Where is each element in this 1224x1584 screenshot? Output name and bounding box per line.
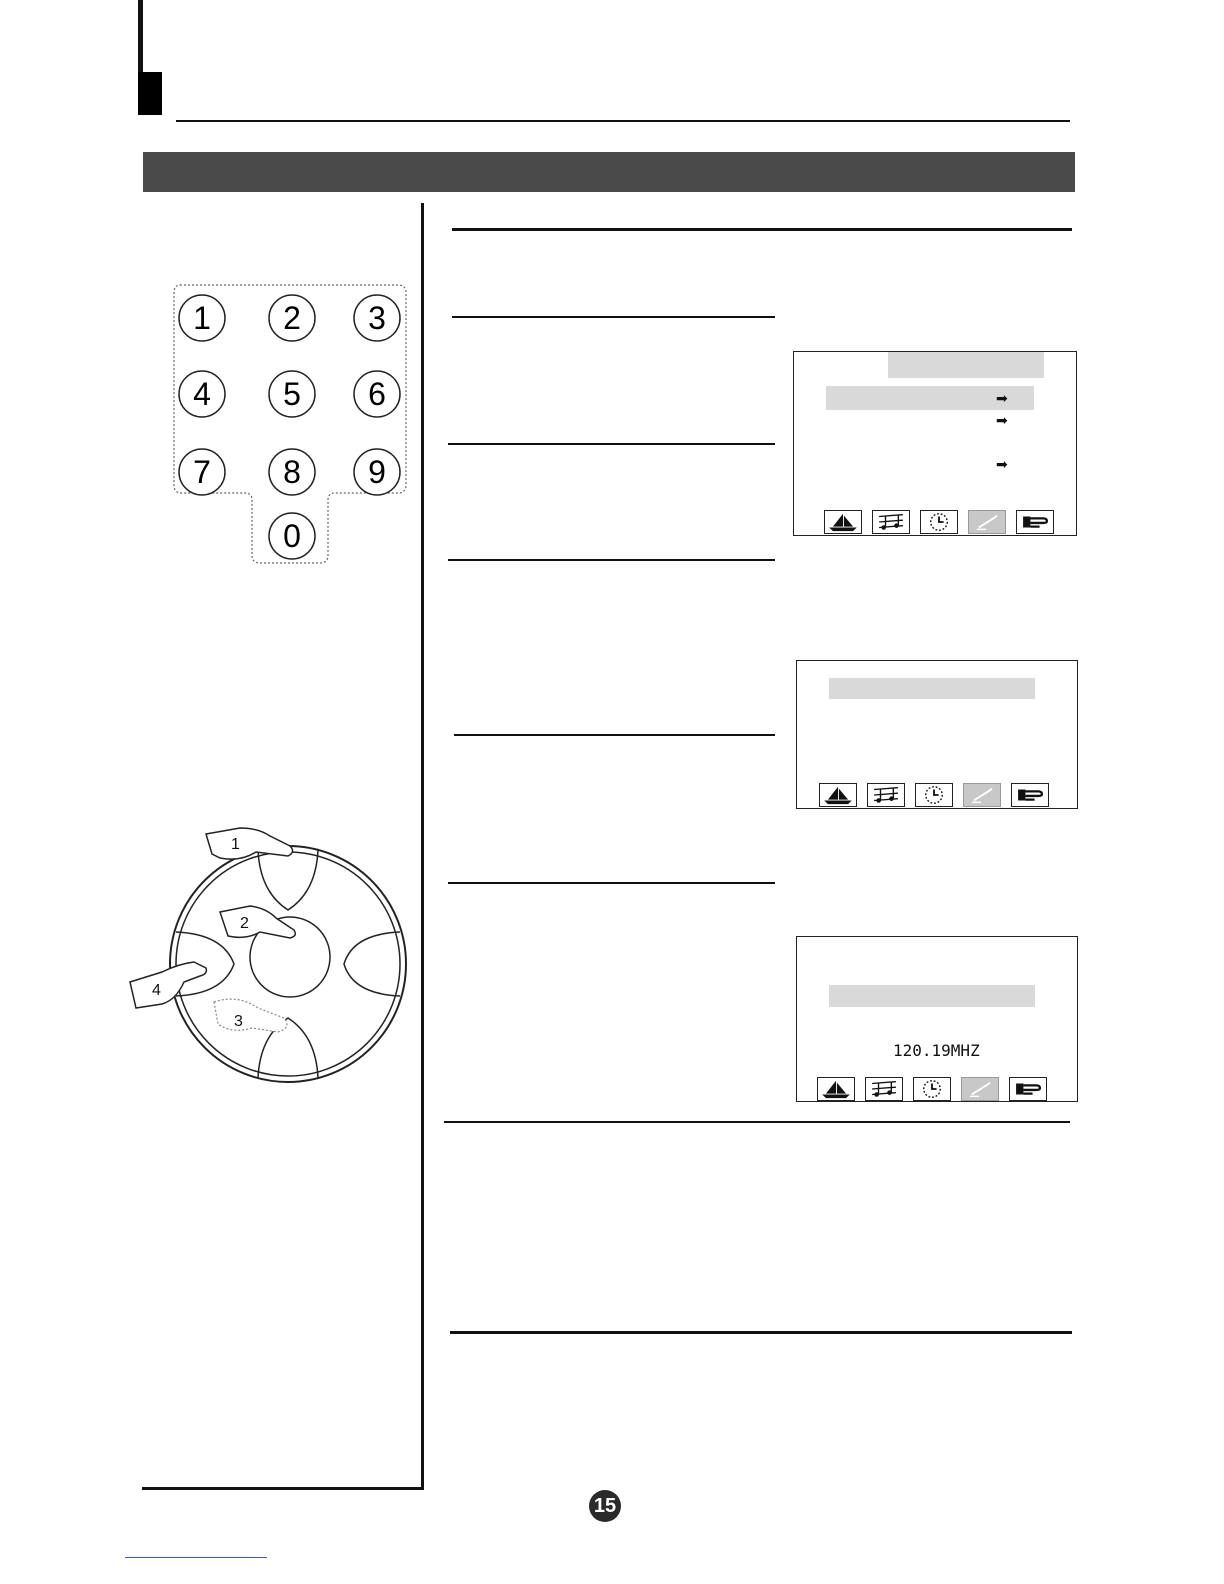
header-black-tab (138, 72, 162, 115)
header-rule (176, 120, 1070, 122)
number-keypad-illustration (170, 280, 410, 570)
keypad-key-label: 9 (368, 454, 386, 490)
clock-icon (920, 510, 958, 534)
osd-menu-icon-row (824, 510, 1054, 534)
keypad-key-label: 3 (368, 300, 386, 336)
clock-icon (915, 783, 953, 807)
osd-title-bar (888, 352, 1044, 378)
osd-highlight-row (829, 678, 1035, 699)
section-banner (143, 152, 1075, 192)
arrow-right-icon: ➡ (996, 456, 1008, 472)
keypad-key-label: 2 (283, 300, 301, 336)
section-end-rule (444, 1121, 1070, 1123)
osd-screen-submenu (796, 660, 1078, 809)
right-top-rule (452, 228, 1072, 231)
music-icon (867, 783, 905, 807)
step-rule-5 (448, 882, 775, 884)
step-rule-3 (448, 559, 775, 561)
step-rule-2 (448, 443, 775, 445)
joystick-step-1: 1 (231, 836, 240, 853)
pen-icon (961, 1077, 999, 1101)
left-bottom-rule (142, 1487, 424, 1490)
arrow-right-icon: ➡ (996, 412, 1008, 428)
osd-screen-setup-menu (793, 351, 1077, 536)
osd-menu-icon-row (819, 783, 1049, 807)
joystick-step-2: 2 (240, 915, 249, 932)
hand-icon (1011, 783, 1049, 807)
music-icon (872, 510, 910, 534)
page-number: 15 (589, 1490, 621, 1522)
ship-icon (817, 1077, 855, 1101)
arrow-right-icon: ➡ (996, 390, 1008, 406)
osd-frequency-value: 120.19MHZ (893, 1041, 980, 1060)
pen-icon (968, 510, 1006, 534)
right-bottom-rule (450, 1331, 1072, 1334)
step-rule-4 (454, 734, 775, 736)
keypad-key-label: 1 (193, 300, 211, 336)
footer-link-underline (125, 1557, 267, 1558)
keypad-key-label: 0 (283, 518, 301, 554)
ship-icon (819, 783, 857, 807)
hand-icon (1009, 1077, 1047, 1101)
joystick-illustration (128, 822, 418, 1092)
music-icon (865, 1077, 903, 1101)
keypad-key-label: 4 (193, 376, 211, 412)
step-rule-1 (452, 316, 775, 318)
osd-highlight-row (829, 985, 1035, 1007)
hand-icon (1016, 510, 1054, 534)
pen-icon (963, 783, 1001, 807)
joystick-step-4: 4 (152, 982, 161, 999)
keypad-key-label: 7 (193, 454, 211, 490)
keypad-key-label: 6 (368, 376, 386, 412)
keypad-key-label: 5 (283, 376, 301, 412)
osd-menu-icon-row (817, 1077, 1047, 1101)
clock-icon (913, 1077, 951, 1101)
keypad-key-label: 8 (283, 454, 301, 490)
column-divider (421, 203, 424, 1490)
joystick-step-3: 3 (234, 1013, 243, 1030)
osd-screen-frequency (796, 936, 1078, 1102)
ship-icon (824, 510, 862, 534)
